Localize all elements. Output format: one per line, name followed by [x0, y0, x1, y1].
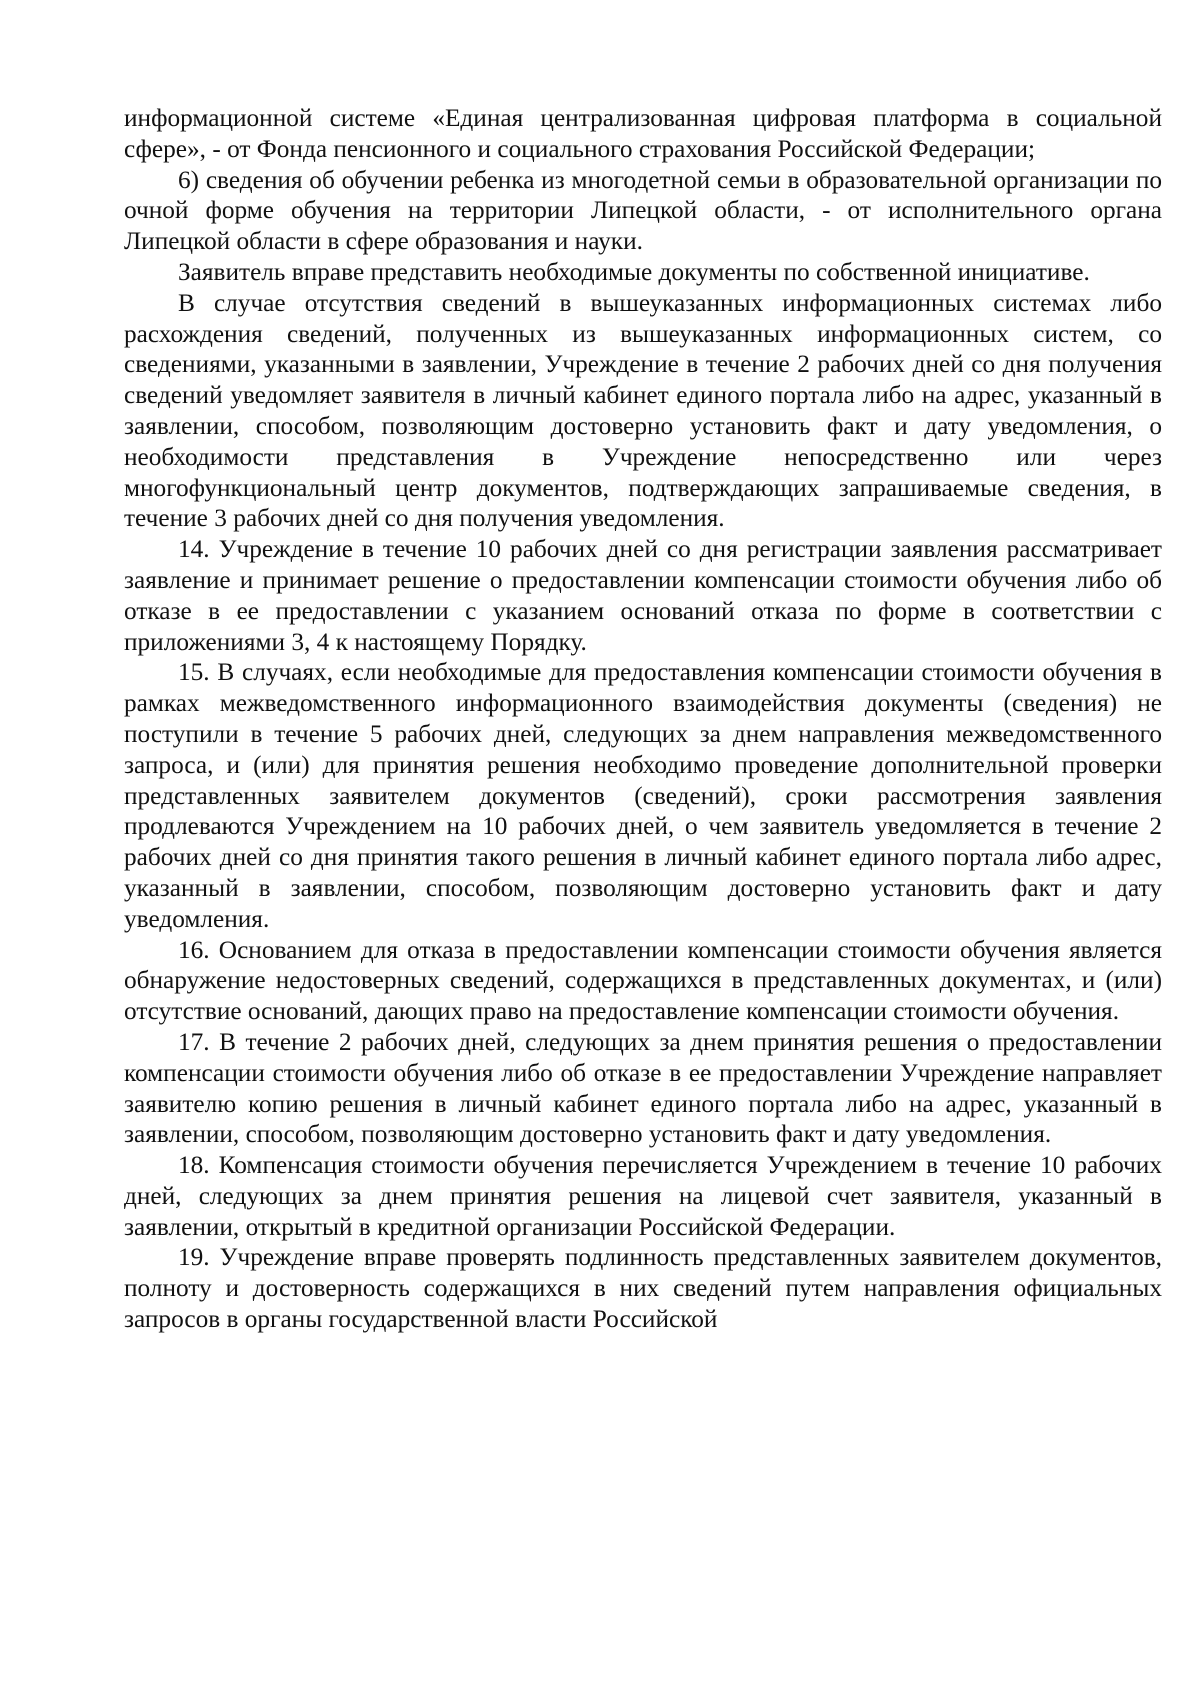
- paragraph-applicant-initiative: Заявитель вправе представить необходимые документы по собственной инициативе.: [178, 257, 1090, 286]
- paragraph-clause-17: 17. В течение 2 рабочих дней, следующих за днем принятия решения о предоставлении компенсации стоимости обучения либо об отказе в ее предоставлении Учреждение направляет заявителю копию решения в личный кабинет единого портала либо на адрес, указанный в заявлении, способом, позволяющим достоверно установить факт и дату уведомления.: [124, 1027, 1162, 1149]
- document-body: [124, 103, 1162, 1335]
- paragraph-clause-16: 16. Основанием для отказа в предоставлении компенсации стоимости обучения является обнаружение недостоверных сведений, содержащихся в представленных документах, и (или) отсутствие оснований, дающих право на предоставление компенсации стоимости обучения.: [124, 935, 1162, 1026]
- paragraph-clause-18: 18. Компенсация стоимости обучения перечисляется Учреждением в течение 10 рабочих дней, следующих за днем принятия решения на лицевой счет заявителя, указанный в заявлении, открытый в кредитной организации Российской Федерации.: [124, 1151, 1162, 1241]
- paragraph-clause-19: 19. Учреждение вправе проверять подлинность представленных заявителем документов, полноту и достоверность содержащихся в них сведений путем направления официальных запросов в органы государственной власти Российской: [124, 1243, 1162, 1334]
- paragraph-clause-15: 15. В случаях, если необходимые для предоставления компенсации стоимости обучения в рамках межведомственного информационного взаимодействия документы (сведения) не поступили в течение 5 рабочих дней, следующих за днем направления межведомственного запроса, и (или) для принятия решения необходимо проведение дополнительной проверки представленных заявителем документов (сведений), сроки рассмотрения заявления продлеваются Учреждением на 10 рабочих дней, о чем заявитель уведомляется в течение 2 рабочих дней со дня принятия такого решения в личный кабинет единого портала либо адрес, указанный в заявлении, способом, позволяющим достоверно установить факт и дату уведомления.: [124, 658, 1162, 933]
- paragraph-item-6: 6) сведения об обучении ребенка из многодетной семьи в образовательной организации по очной форме обучения на территории Липецкой области, - от исполнительного органа Липецкой области в сфере образования и науки.: [124, 165, 1162, 256]
- paragraph-clause-14: 14. Учреждение в течение 10 рабочих дней со дня регистрации заявления рассматривает заявление и принимает решение о предоставлении компенсации стоимости обучения либо об отказе в ее предоставлении с указанием оснований отказа по форме в соответствии с приложениями 3, 4 к настоящему Порядку.: [124, 535, 1162, 656]
- paragraph-continuation: информационной системе «Единая централизованная цифровая платформа в социальной сфере», - от Фонда пенсионного и социального страхования Российской Федерации;: [124, 104, 1162, 163]
- paragraph-absence-of-data: В случае отсутствия сведений в вышеуказанных информационных системах либо расхождения сведений, полученных из вышеуказанных информационных систем, со сведениями, указанными в заявлении, Учреждение в течение 2 рабочих дней со дня получения сведений уведомляет заявителя в личный кабинет единого портала либо на адрес, указанный в заявлении, способом, позволяющим достоверно установить факт и дату уведомления, о необходимости представления в Учреждение непосредственно или через многофункциональный центр документов, подтверждающих запрашиваемые сведения, в течение 3 рабочих дней со дня получения уведомления.: [124, 288, 1162, 533]
